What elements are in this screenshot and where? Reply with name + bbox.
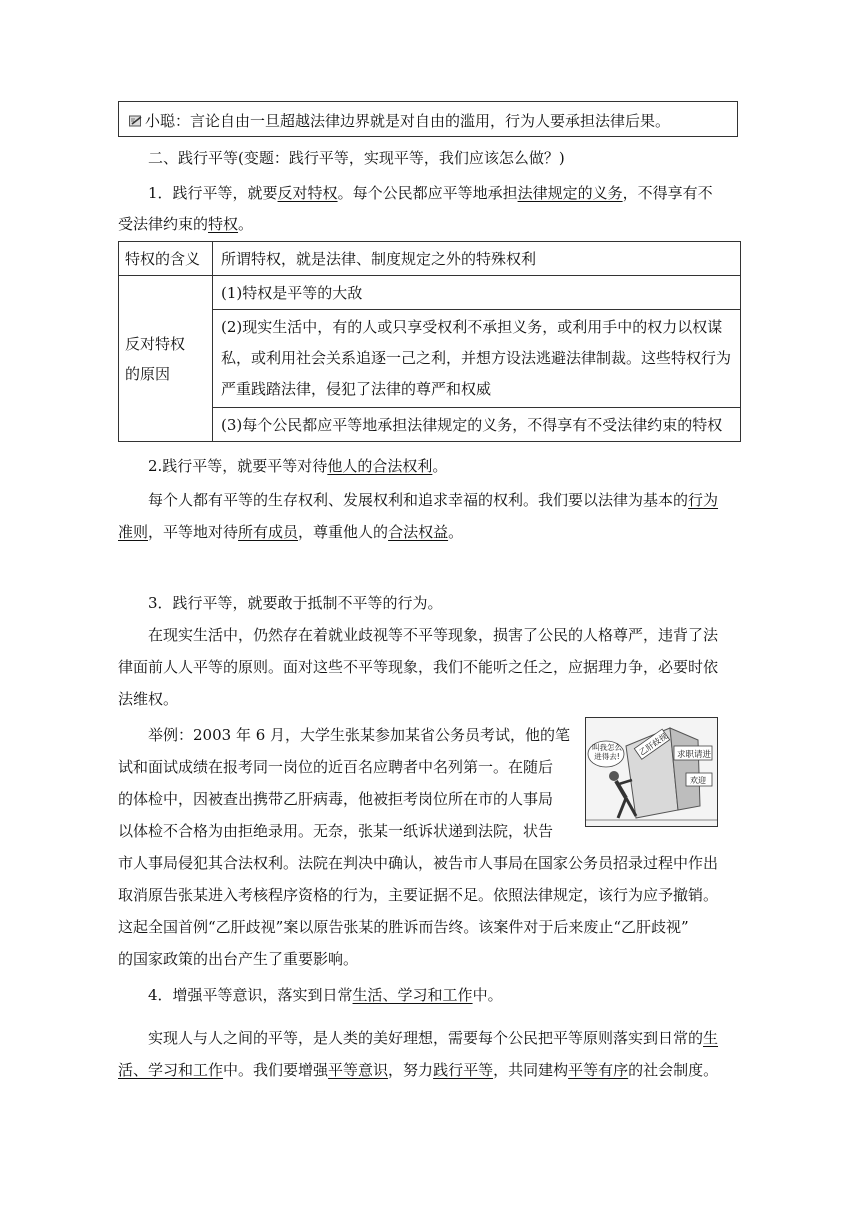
point4-text: 中。 <box>472 986 503 1004</box>
note-box <box>118 101 738 137</box>
point3-text: 律面前人人平等的原则。面对这些不平等现象，我们不能听之任之，应据理力争，必要时依 <box>118 658 719 676</box>
point2-text: ，平等地对待 <box>148 523 239 541</box>
point4-para-line1 <box>0 1028 860 1048</box>
point4-underlined-key: 生 <box>703 1029 719 1047</box>
point3-text: 在现实生活中，仍然存在着就业歧视等不平等现象，损害了公民的人格尊严，违背了法 <box>148 626 719 644</box>
point4-underlined-key: 活、学习和工作 <box>118 1061 224 1079</box>
point1-line1 <box>0 183 860 203</box>
sign-hepatitis-discrimination: 乙肝歧视 <box>637 731 670 758</box>
point1-underlined-key: 特权 <box>208 215 239 233</box>
point3-para-line <box>0 657 860 677</box>
point1-text: ，不得享有不 <box>622 184 713 202</box>
point4-underlined-key: 平等意识 <box>328 1061 389 1079</box>
point4-text: 的社会制度。 <box>628 1061 719 1079</box>
hepatitis-discrimination-cartoon <box>585 717 718 827</box>
speech-bubble-text: 叫我怎么进得去! <box>592 743 622 761</box>
example-line <box>0 725 860 745</box>
point4-text: 实现人与人之间的平等，是人类的美好理想，需要每个公民把平等原则落实到日常的 <box>148 1029 704 1047</box>
reason-2-line: 严重践踏法律，侵犯了法律的尊严和权威 <box>221 380 492 398</box>
example-line <box>0 885 860 905</box>
example-line <box>0 789 860 809</box>
point3-title-text: 3．践行平等，就要敢于抵制不平等的行为。 <box>148 594 443 612</box>
note-text-line <box>129 110 670 131</box>
privilege-table <box>118 241 741 442</box>
example-line <box>0 853 860 873</box>
point2-text: 2.践行平等，就要平等对待 <box>148 457 328 475</box>
example-text: 举例：2003 年 6 月，大学生张某参加某省公务员考试，他的笔 <box>148 726 571 744</box>
table-value-cell <box>213 276 741 310</box>
table-label: 的原因 <box>125 364 171 383</box>
point2-text: ，尊重他人的 <box>298 523 389 541</box>
example-text: 以体检不合格为由拒绝录用。无奈，张某一纸诉状递到法院，状告 <box>118 822 554 840</box>
reason-1: (1)特权是平等的大敌 <box>221 283 363 302</box>
point4-text: ，努力 <box>388 1061 434 1079</box>
point2-underlined-key: 合法权益 <box>388 523 449 541</box>
cartoon-illustration <box>586 718 717 826</box>
point2-underlined-key: 行为 <box>688 491 719 509</box>
example-text: 这起全国首例“乙肝歧视”案以原告张某的胜诉而告终。该案件对于后来废止“乙肝歧视” <box>118 918 689 936</box>
reason-2-line: (2)现实生活中，有的人或只享受权利不承担义务，或利用手中的权力以权谋 <box>221 318 723 336</box>
reason-3: (3)每个公民都应平等地承担法律规定的义务，不得享有不受法律约束的特权 <box>221 415 723 434</box>
table-value-cell <box>213 310 741 408</box>
table-label-cell <box>119 276 213 442</box>
point3-para-line <box>0 625 860 645</box>
point2-text: 每个人都有平等的生存权利、发展权利和追求幸福的权利。我们要以法律为基本的 <box>148 491 689 509</box>
pencil-note-icon <box>129 115 143 127</box>
point1-line2 <box>0 214 860 234</box>
point1-text: 。 <box>238 215 254 233</box>
example-line <box>0 949 860 969</box>
section-heading-text: 二、践行平等(变题：践行平等，实现平等，我们应该怎么做？) <box>148 149 565 167</box>
point2-para-line1 <box>0 490 860 510</box>
point3-text: 法维权。 <box>118 690 179 708</box>
point4-underlined-key: 生活、学习和工作 <box>352 986 473 1004</box>
table-value-cell <box>213 408 741 442</box>
example-text: 市人事局侵犯其合法权利。法院在判决中确认，被告市人事局在国家公务员招录过程中作出 <box>118 854 719 872</box>
example-text: 取消原告张某进入考核程序资格的行为，主要证据不足。依照法律规定，该行为应予撤销。 <box>118 886 719 904</box>
point4-para-line2 <box>0 1060 860 1080</box>
table-row <box>119 310 741 408</box>
example-line <box>0 917 860 937</box>
table-label: 反对特权 <box>125 334 186 353</box>
reason-2-line: 私，或利用社会关系追逐一己之利，并想方设法逃避法律制裁。这些特权行为 <box>221 349 732 367</box>
point2-title <box>0 456 860 476</box>
point3-title <box>0 593 860 613</box>
example-text: 试和面试成绩在报考同一岗位的近百名应聘者中名列第一。在随后 <box>118 758 554 776</box>
note-text: 小聪：言论自由一旦超越法律边界就是对自由的滥用，行为人要承担法律后果。 <box>145 112 671 130</box>
sign-welcome: 欢迎 <box>690 776 706 785</box>
point2-underlined-key: 准则 <box>118 523 149 541</box>
table-row <box>119 276 741 310</box>
table-label: 特权的含义 <box>125 249 201 268</box>
point4-title <box>0 985 860 1005</box>
point1-text: 。每个公民都应平等地承担 <box>337 184 518 202</box>
point2-underlined-key: 所有成员 <box>238 523 299 541</box>
point1-underlined-key: 反对特权 <box>277 184 338 202</box>
table-row <box>119 408 741 442</box>
point4-underlined-key: 平等有序 <box>568 1061 629 1079</box>
section-heading <box>0 148 860 168</box>
point4-text: 4．增强平等意识，落实到日常 <box>148 986 353 1004</box>
point3-para-line <box>0 689 860 709</box>
point1-text: 受法律约束的 <box>118 215 209 233</box>
example-text: 的国家政策的出台产生了重要影响。 <box>118 950 359 968</box>
point1-text: 1．践行平等，就要 <box>148 184 278 202</box>
example-line <box>0 821 860 841</box>
table-row <box>119 242 741 276</box>
point2-text: 。 <box>432 457 448 475</box>
point4-text: 中。我们要增强 <box>223 1061 329 1079</box>
point2-para-line2 <box>0 522 860 542</box>
point4-underlined-key: 践行平等 <box>433 1061 494 1079</box>
example-text: 的体检中，因被查出携带乙肝病毒，他被拒考岗位所在市的人事局 <box>118 790 554 808</box>
point2-underlined-key: 他人的合法权利 <box>327 457 433 475</box>
point4-text: ，共同建构 <box>493 1061 569 1079</box>
table-value-cell <box>213 242 741 276</box>
point1-underlined-key: 法律规定的义务 <box>517 184 623 202</box>
sign-job-entrance: 求职请进 <box>677 750 712 760</box>
table-value: 所谓特权，就是法律、制度规定之外的特殊权利 <box>221 249 537 268</box>
example-line <box>0 757 860 777</box>
point2-text: 。 <box>448 523 464 541</box>
table-label-cell <box>119 242 213 276</box>
